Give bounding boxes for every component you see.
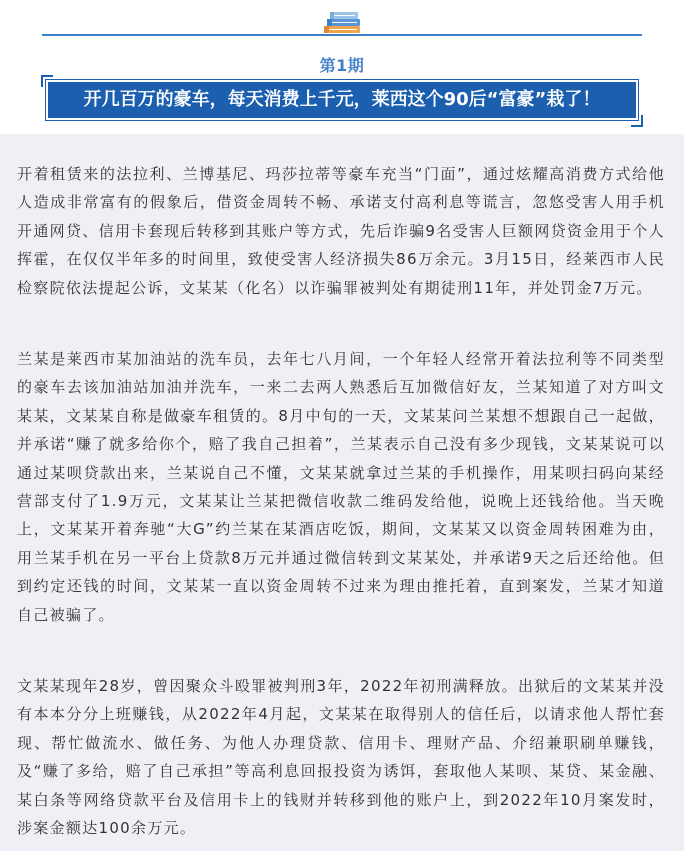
paragraph-3: 文某某现年28岁，曾因聚众斗殴罪被判刑3年，2022年初刑满释放。出狱后的文某某并没有本本分分上班赚钱，从2022年4月起，文某某在取得别人的信任后，以请求他人帮忙套现、帮忙做流水、做任务、为他人办理贷款、信用卡、理财产品、介绍兼职刷单赚钱，及“赚了多给，赔了自己承担”等高利息回报投资为诱饵，套取他人某呗、某贷、某金融、某白条等网络贷款平台及信用卡上的钱财并转移到他的账户上，到2022年10月案发时，涉案金额达100余万元。 xyxy=(17,677,665,838)
book-stack-icon xyxy=(322,6,364,36)
header-divider xyxy=(42,34,642,36)
paragraph-1: 开着租赁来的法拉利、兰博基尼、玛莎拉蒂等豪车充当“门面”，通过炫耀高消费方式给他人造成非常富有的假象后，借资金周转不畅、承诺支付高利息等谎言，忽悠受害人用手机开通网贷、信用卡套现后转移到其账户等方式，先后诈骗9名受害人巨额网贷资金用于个人挥霍，在仅仅半年多的时间里，致使受害人经济损失86万余元。3月15日，经莱西市人民检察院依法提起公诉，文某某（化名）以诈骗罪被判处有期徒刑11年，并处罚金7万元。 xyxy=(17,165,665,297)
article-title: 开几百万的豪车，每天消费上千元，莱西这个90后“富豪”栽了！ xyxy=(46,80,638,120)
paragraph-2: 兰某是莱西市某加油站的洗车员，去年七八月间，一个年轻人经常开着法拉利等不同类型的豪车去该加油站加油并洗车，一来二去两人熟悉后互加微信好友，兰某知道了对方叫文某某，文某某自称是做豪车租赁的。8月中旬的一天，文某某问兰某想不想跟自己一起做，并承诺“赚了就多给你个，赔了我自己担着”，兰某表示自己没有多少现钱，文某某说可以通过某呗贷款出来，兰某说自己不懂，文某某就拿过兰某的手机操作，用某呗扫码向某经营部支付了1.9万元，文某某让兰某把微信收款二维码发给他，说晚上还钱给他。当天晚上，文某某开着奔驰“大G”约兰某在某酒店吃饭，期间，文某某又以资金周转困难为由，用兰某手机在另一平台上贷款8万元并通过微信转到文某某处，并承诺9天之后还给他。但到约定还钱的时间，文某某一直以资金周转不过来为理由推托着，直到案发，兰某才知道自己被骗了。 xyxy=(17,350,665,624)
issue-label: 第1期 xyxy=(319,56,365,75)
article-header xyxy=(0,0,684,134)
article-body xyxy=(0,134,684,851)
